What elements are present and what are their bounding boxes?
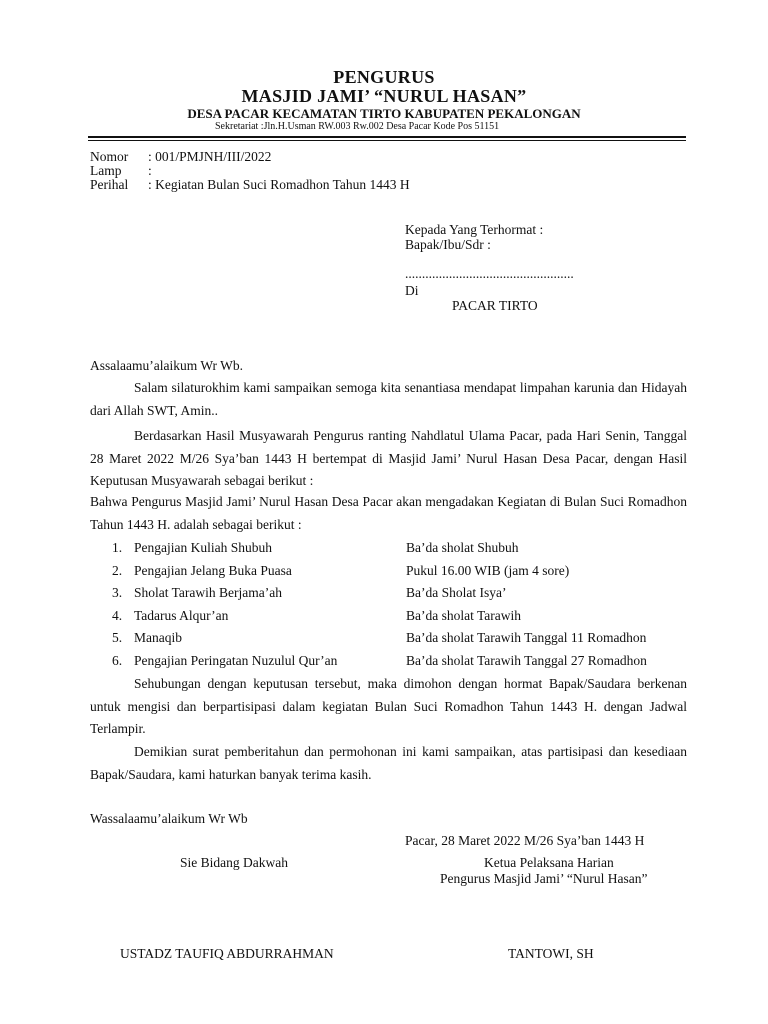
list-item-6-num: 6. <box>112 653 123 668</box>
perihal-value: : Kegiatan Bulan Suci Romadhon Tahun 1443 H <box>148 177 410 192</box>
paragraph-4-text: Sehubungan dengan keputusan tersebut, maka dimohon dengan hormat Bapak/Saudara berkenan untuk mengisi dan berpartisipasi dalam kegiatan Bulan Suci Romadhon Tahun 1443 H. dengan Jadwal Terlampir. <box>90 676 687 736</box>
paragraph-3-text: Bahwa Pengurus Masjid Jami’ Nurul Hasan Desa Pacar akan mengadakan Kegiatan di Bulan Suci Romadhon Tahun 1443 H. adalah sebagai berikut : <box>90 494 687 532</box>
list-item-2-activity: Pengajian Jelang Buka Puasa <box>134 563 292 578</box>
signature-right-name: TANTOWI, SH <box>508 946 594 961</box>
paragraph-5 <box>90 741 687 786</box>
list-item-1-time: Ba’da sholat Shubuh <box>406 540 519 555</box>
letterhead-rule-thick <box>88 136 686 138</box>
lamp-value: : <box>148 163 152 178</box>
list-item-2-num: 2. <box>112 563 123 578</box>
recipient-place: PACAR TIRTO <box>452 298 538 313</box>
paragraph-3 <box>90 491 687 536</box>
nomor-label: Nomor <box>90 149 129 164</box>
letterhead-org: PENGURUS <box>333 67 435 87</box>
signature-date: Pacar, 28 Maret 2022 M/26 Sya’ban 1443 H <box>405 833 645 848</box>
greeting: Assalaamu’alaikum Wr Wb. <box>90 358 244 373</box>
letterhead-rule-thin <box>88 140 686 141</box>
paragraph-1 <box>90 377 687 422</box>
recipient-dots: .................................................. <box>405 266 574 281</box>
signature-left-title: Sie Bidang Dakwah <box>180 855 288 870</box>
list-item-1-activity: Pengajian Kuliah Shubuh <box>134 540 272 555</box>
list-item-6-time: Ba’da sholat Tarawih Tanggal 27 Romadhon <box>406 653 647 668</box>
letterhead-secretariat: Sekretariat :Jln.H.Usman RW.003 Rw.002 Desa Pacar Kode Pos 51151 <box>215 121 500 132</box>
paragraph-1-text: Salam silaturokhim kami sampaikan semoga kita senantiasa mendapat limpahan karunia dan Hidayah dari Allah SWT, Amin.. <box>90 380 687 418</box>
nomor-value: : 001/PMJNH/III/2022 <box>148 149 272 164</box>
list-item-3-time: Ba’da Sholat Isya’ <box>406 585 507 600</box>
list-item-5-time: Ba’da sholat Tarawih Tanggal 11 Romadhon <box>406 630 647 645</box>
list-item-4-num: 4. <box>112 608 123 623</box>
lamp-label: Lamp <box>90 163 122 178</box>
paragraph-2-text: Berdasarkan Hasil Musyawarah Pengurus ranting Nahdlatul Ulama Pacar, pada Hari Senin, Tanggal 28 Maret 2022 M/26 Sya’ban 1443 H bertempat di Masjid Jami’ Nurul Hasan Desa Pacar, dengan Hasil Keputusan Musyawarah sebagai berikut : <box>90 428 687 488</box>
perihal-label: Perihal <box>90 177 129 192</box>
signature-right-title-1: Ketua Pelaksana Harian <box>484 855 614 870</box>
list-item-3-activity: Sholat Tarawih Berjama’ah <box>134 585 283 600</box>
list-item-1-num: 1. <box>112 540 123 555</box>
list-item-3-num: 3. <box>112 585 123 600</box>
signature-left-name: USTADZ TAUFIQ ABDURRAHMAN <box>120 946 334 961</box>
list-item-4-time: Ba’da sholat Tarawih <box>406 608 522 623</box>
letterhead-mosque-name: MASJID JAMI’ “NURUL HASAN” <box>241 86 527 106</box>
closing-greeting: Wassalaamu’alaikum Wr Wb <box>90 811 248 826</box>
list-item-4-activity: Tadarus Alqur’an <box>134 608 229 623</box>
paragraph-2 <box>90 425 687 493</box>
list-item-5-activity: Manaqib <box>134 630 182 645</box>
list-item-6-activity: Pengajian Peringatan Nuzulul Qur’an <box>134 653 338 668</box>
recipient-salutation: Kepada Yang Terhormat : <box>405 222 544 237</box>
recipient-addressee: Bapak/Ibu/Sdr : <box>405 237 491 252</box>
paragraph-4 <box>90 673 687 741</box>
signature-right-title-2: Pengurus Masjid Jami’ “Nurul Hasan” <box>440 871 648 886</box>
list-item-2-time: Pukul 16.00 WIB (jam 4 sore) <box>406 563 570 578</box>
paragraph-5-text: Demikian surat pemberitahun dan permohonan ini kami sampaikan, atas partisipasi dan kesediaan Bapak/Saudara, kami haturkan banyak terima kasih. <box>90 744 687 782</box>
letterhead-address-region: DESA PACAR KECAMATAN TIRTO KABUPATEN PEKALONGAN <box>187 106 581 121</box>
list-item-5-num: 5. <box>112 630 123 645</box>
recipient-di: Di <box>405 283 419 298</box>
